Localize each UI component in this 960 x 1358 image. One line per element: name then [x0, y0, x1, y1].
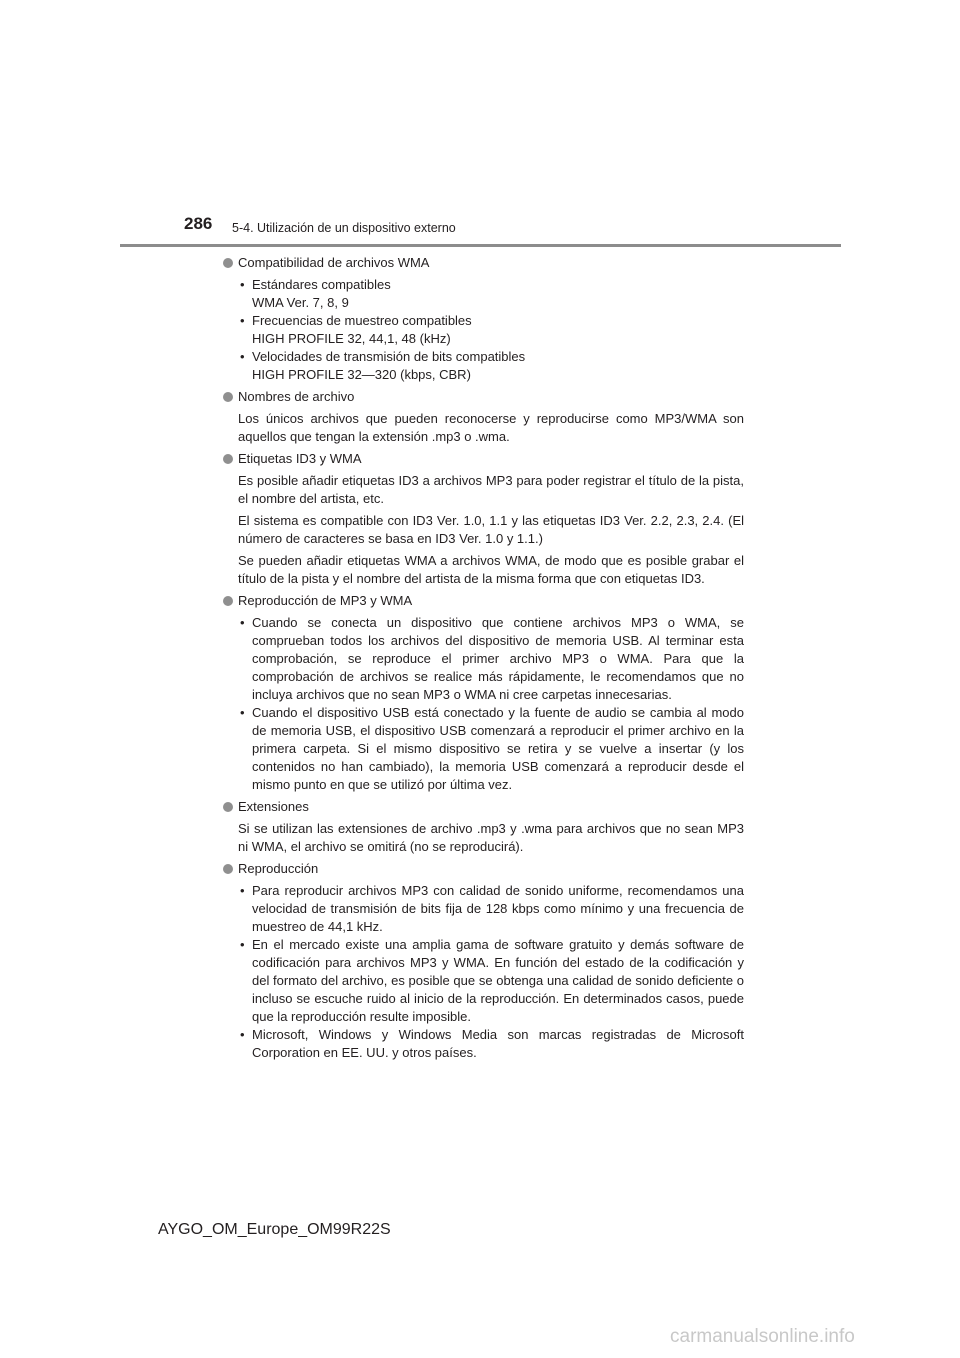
section-title-text: Reproducción de MP3 y WMA [238, 593, 413, 608]
section-wma-compatibility [222, 254, 744, 384]
list-item-text: Cuando se conecta un dispositivo que contiene archivos MP3 o WMA, se comprueban todos los archivos del dispositivo de memoria USB. Al terminar esta comprobación, se reproduce el primer archivo MP3 o WMA. Para que la comprobación de archivos se realice más rápidamente, le recomendamos que no incluya archivos que no sean MP3 o WMA ni cree carpetas innecesarias. [252, 615, 744, 702]
section-title-text: Compatibilidad de archivos WMA [238, 255, 430, 270]
page-content [222, 254, 744, 1066]
section-title [222, 450, 744, 468]
list-item [240, 276, 744, 312]
list-item-detail: WMA Ver. 7, 8, 9 [252, 295, 349, 310]
watermark: carmanualsonline.info [670, 1326, 855, 1347]
paragraph: El sistema es compatible con ID3 Ver. 1.0, 1.1 y las etiquetas ID3 Ver. 2.2, 2.3, 2.4. (El número de caracteres se basa en ID3 Ver. 1.0 y 1.1.) [238, 513, 744, 546]
sub-list [222, 882, 744, 1062]
paragraph: Se pueden añadir etiquetas WMA a archivos WMA, de modo que es posible grabar el título de la pista y el nombre del artista de la misma forma que con etiquetas ID3. [238, 553, 744, 586]
list-item-text: Cuando el dispositivo USB está conectado y la fuente de audio se cambia al modo de memoria USB, el dispositivo USB comenzará a reproducir el primer archivo en la primera carpeta. Si el mismo dispositivo se retira y se vuelve a insertar (y los contenidos no han cambiado), la memoria USB comenzará a reproducir desde el mismo punto en que se utilizó por última vez. [252, 705, 744, 792]
section-title-text: Extensiones [238, 799, 309, 814]
circle-bullet-icon [223, 802, 233, 812]
paragraph: Es posible añadir etiquetas ID3 a archivos MP3 para poder registrar el título de la pista, el nombre del artista, etc. [238, 473, 744, 506]
bullet-mark: • [240, 883, 245, 898]
section-playback [222, 860, 744, 1062]
page-number: 286 [184, 214, 213, 233]
bullet-mark: • [240, 615, 245, 630]
document-code: AYGO_OM_Europe_OM99R22S [158, 1221, 391, 1238]
circle-bullet-icon [223, 596, 233, 606]
list-item-lead: Velocidades de transmisión de bits compatibles [252, 349, 526, 364]
sub-list [222, 614, 744, 794]
circle-bullet-icon [223, 454, 233, 464]
section-id3-wma-tags [222, 450, 744, 588]
list-item [240, 348, 744, 384]
sub-list [222, 276, 744, 384]
section-header: 5-4. Utilización de un dispositivo externo [232, 221, 456, 235]
section-title [222, 388, 744, 406]
circle-bullet-icon [223, 392, 233, 402]
paragraph: Si se utilizan las extensiones de archivo .mp3 y .wma para archivos que no sean MP3 ni WMA, el archivo se omitirá (no se reproducirá). [238, 821, 744, 854]
section-title [222, 254, 744, 272]
bullet-mark: • [240, 1027, 245, 1042]
section-title-text: Etiquetas ID3 y WMA [238, 451, 362, 466]
section-file-names [222, 388, 744, 446]
list-item [240, 1026, 744, 1062]
list-item-text: Para reproducir archivos MP3 con calidad de sonido uniforme, recomendamos una velocidad de transmisión de bits fija de 128 kbps como mínimo y una frecuencia de muestreo de 44,1 kHz. [252, 883, 744, 934]
circle-bullet-icon [223, 864, 233, 874]
list-item [240, 882, 744, 936]
list-item-lead: Estándares compatibles [252, 277, 391, 292]
header-divider [120, 244, 841, 247]
section-title-text: Reproducción [238, 861, 319, 876]
section-extensions [222, 798, 744, 856]
section-mp3-wma-playback [222, 592, 744, 794]
circle-bullet-icon [223, 258, 233, 268]
list-item-text: En el mercado existe una amplia gama de software gratuito y demás software de codificación para archivos MP3 y WMA. En función del estado de la codificación y del formato del archivo, es posible que se obtenga una calidad de sonido deficiente o incluso se escuche ruido al inicio de la reproducción. En determinados casos, puede que la reproducción resulte imposible. [252, 937, 744, 1024]
bullet-mark: • [240, 705, 245, 720]
bullet-mark: • [240, 349, 245, 364]
bullet-mark: • [240, 313, 245, 328]
bullet-mark: • [240, 277, 245, 292]
section-title [222, 798, 744, 816]
section-title [222, 860, 744, 878]
paragraph: Los únicos archivos que pueden reconocerse y reproducirse como MP3/WMA son aquellos que tengan la extensión .mp3 o .wma. [238, 411, 744, 444]
list-item [240, 614, 744, 704]
list-item-lead: Frecuencias de muestreo compatibles [252, 313, 472, 328]
list-item-text: Microsoft, Windows y Windows Media son marcas registradas de Microsoft Corporation en EE. UU. y otros países. [252, 1027, 744, 1060]
list-item [240, 704, 744, 794]
list-item-detail: HIGH PROFILE 32, 44,1, 48 (kHz) [252, 331, 451, 346]
list-item-detail: HIGH PROFILE 32—320 (kbps, CBR) [252, 367, 471, 382]
list-item [240, 312, 744, 348]
list-item [240, 936, 744, 1026]
section-title-text: Nombres de archivo [238, 389, 355, 404]
bullet-mark: • [240, 937, 245, 952]
section-title [222, 592, 744, 610]
